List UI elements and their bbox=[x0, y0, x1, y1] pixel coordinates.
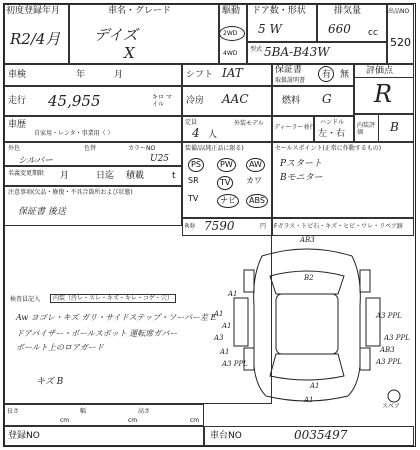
load-label: 積載 bbox=[126, 171, 145, 181]
color-code-value: U25 bbox=[150, 154, 170, 164]
drive-2wd-circle bbox=[219, 26, 245, 41]
history-cell bbox=[4, 116, 182, 142]
auction-sheet bbox=[3, 3, 416, 447]
model-value: 5BA-B43W bbox=[264, 45, 330, 59]
damage-mark: B2 bbox=[304, 274, 314, 282]
warranty-no: 無 bbox=[340, 70, 350, 80]
damage-mark: A3 PPL bbox=[376, 358, 402, 366]
displacement-value: 660 bbox=[328, 22, 351, 36]
history-sub: 自家用・レンタ・事業用（ ） bbox=[34, 130, 114, 137]
damage-mark: A1 bbox=[310, 382, 320, 390]
mileage-unit: キロ マイル bbox=[152, 94, 172, 108]
notes-value: 保証書 後送 bbox=[18, 207, 66, 217]
ext-color-label: 外色 bbox=[8, 145, 21, 152]
color-code-label: カラーNO bbox=[128, 145, 156, 152]
car-outline-left bbox=[254, 256, 266, 396]
inspector-line-3: ボールト上のロアガード bbox=[16, 343, 104, 352]
inspector-line-1: Aw ヨゴレ・キズ ガリ・サイドステップ・ソーバー差 E bbox=[16, 313, 217, 322]
sales-label: セールスポイント(正常に作動するもの) bbox=[275, 145, 382, 152]
damage-mark: AB3 bbox=[380, 346, 395, 354]
capacity-label: 定員 bbox=[185, 119, 198, 126]
damage-mark: A1 bbox=[222, 322, 232, 330]
car-name-value: デイズ bbox=[94, 26, 138, 44]
reg-no-label: 登録NO bbox=[8, 431, 40, 441]
equipment-item: ABS bbox=[246, 194, 268, 208]
damage-mark: A1 bbox=[220, 348, 230, 356]
interior-divider bbox=[378, 114, 379, 142]
recycle-unit: 円 bbox=[260, 223, 267, 230]
interior-label: 内装評価 bbox=[357, 122, 376, 136]
interior-value: B bbox=[390, 120, 399, 134]
mileage-label: 走行 bbox=[8, 96, 27, 106]
dims-width: 幅 bbox=[80, 408, 87, 415]
warranty-yes-circle bbox=[318, 66, 334, 82]
damage-mark: A1 bbox=[228, 290, 238, 298]
fuel-value: G bbox=[322, 92, 332, 106]
equipment-item: PS bbox=[188, 158, 204, 172]
ac-value: AAC bbox=[222, 92, 249, 106]
door-value: 5 W bbox=[258, 22, 282, 36]
notes-label: 注意事項(欠品・修復・不具合箇所および状態) bbox=[8, 189, 133, 196]
load-unit: t bbox=[172, 171, 176, 181]
dims-height: 高さ bbox=[138, 408, 151, 415]
handle-value: 左・右 bbox=[318, 129, 346, 139]
deadline-day: 日迄 bbox=[96, 171, 115, 181]
damage-mark: A1 bbox=[214, 310, 224, 318]
rating-divider bbox=[354, 77, 414, 78]
lot-value: 520 bbox=[390, 36, 411, 49]
car-diagram bbox=[204, 236, 412, 408]
wheel-fl bbox=[244, 270, 254, 292]
drive-4wd: 4WD bbox=[223, 50, 238, 57]
inspector-line-2: ドアバイザー・ポールスポット 運転席ガバー bbox=[16, 329, 178, 338]
equipment-label: 装備品(純正品に限る) bbox=[185, 145, 244, 152]
drive-2wd: 2WD bbox=[223, 30, 238, 37]
chassis-value: 0035497 bbox=[294, 428, 348, 442]
warranty-yes: 有 bbox=[322, 70, 332, 80]
equipment-item: ナビ bbox=[217, 194, 239, 208]
recycle-value: 7590 bbox=[204, 219, 235, 233]
spare-wheel bbox=[388, 390, 400, 402]
glass-label: Fガラス・トビ石・キズ・ヒビ・ワレ・リペア跡 bbox=[274, 223, 404, 230]
damage-mark: A1 bbox=[304, 396, 314, 404]
rating-value: R bbox=[374, 80, 393, 108]
displacement-unit: cc bbox=[368, 28, 378, 38]
equipment-item: TV bbox=[217, 176, 233, 190]
side-left bbox=[234, 298, 248, 346]
inspection-month: 月 bbox=[114, 70, 124, 80]
damage-mark: A3 PPL bbox=[376, 312, 402, 320]
inspection-label: 車検 bbox=[8, 70, 27, 80]
deadline-label: 名義変更期限 bbox=[8, 170, 45, 177]
chassis-label: 車台NO bbox=[210, 431, 242, 441]
wheel-fr bbox=[360, 270, 370, 292]
car-outline-right bbox=[348, 256, 360, 396]
equipment-item: SR bbox=[188, 176, 199, 185]
reg-year-label: 初度登録年月 bbox=[6, 6, 61, 16]
dims-length: 長さ bbox=[7, 408, 20, 415]
equipment-item: カワ bbox=[246, 176, 262, 185]
car-front bbox=[262, 249, 352, 256]
inspector-legend: 内装（汚レ・スレ・キズ・キレ・コゲ・穴） bbox=[50, 294, 176, 303]
dims-unit-2: cm bbox=[128, 417, 138, 424]
dims-cell bbox=[4, 404, 204, 426]
lot-label: 出品NO bbox=[388, 8, 410, 15]
recycle-label: R券 bbox=[185, 223, 196, 230]
shift-value: IAT bbox=[222, 66, 243, 80]
side-right bbox=[366, 298, 380, 346]
fuel-label: 燃料 bbox=[282, 96, 301, 106]
rear-window bbox=[270, 354, 344, 380]
equipment-item: PW bbox=[217, 158, 236, 172]
rating-label: 評価点 bbox=[366, 66, 394, 76]
warranty-label: 保証書 bbox=[275, 65, 303, 75]
door-label: ドア数・形状 bbox=[252, 6, 306, 16]
capacity-unit: 人 bbox=[208, 130, 218, 140]
damage-mark: A3 PPL bbox=[222, 360, 248, 368]
warranty-sub: 取扱説明書 bbox=[275, 77, 306, 84]
displacement-label: 排気量 bbox=[334, 6, 362, 16]
dims-unit-1: cm bbox=[60, 417, 70, 424]
model-label: 型式 bbox=[250, 46, 263, 53]
color-change-label-2: 色替 bbox=[84, 145, 97, 152]
shift-label: シフト bbox=[186, 70, 214, 80]
sales-line-2: Bモニター bbox=[280, 173, 323, 183]
dims-unit-3: cm bbox=[190, 417, 200, 424]
wheel-rr bbox=[360, 348, 370, 370]
dealer-label: ディーラー並行 bbox=[274, 124, 316, 131]
inspector-label: 検査員記入 bbox=[10, 296, 41, 303]
inspector-line-4: キズ B bbox=[36, 377, 64, 387]
damage-mark: A3 PPL bbox=[384, 334, 410, 342]
deadline-month: 月 bbox=[60, 171, 70, 181]
roof bbox=[276, 294, 338, 354]
handle-label: ハンドル bbox=[320, 119, 345, 126]
ac-label: 冷房 bbox=[186, 96, 205, 106]
damage-mark: AB3 bbox=[300, 236, 315, 244]
drive-label: 駆動 bbox=[222, 6, 241, 16]
history-label: 車歴 bbox=[8, 120, 27, 130]
damage-mark: A3 bbox=[214, 334, 224, 342]
equipment-item: TV bbox=[188, 194, 199, 203]
ext-color-value: シルバー bbox=[18, 156, 54, 166]
sales-line-1: Pスタート bbox=[280, 159, 323, 169]
inspection-cell bbox=[4, 64, 182, 86]
grade-value: X bbox=[124, 44, 135, 62]
color-change-label: 外装モデル bbox=[234, 120, 264, 127]
inspection-year: 年 bbox=[76, 70, 86, 80]
capacity-value: 4 bbox=[192, 126, 200, 140]
reg-year-value: R2/4月 bbox=[10, 30, 61, 48]
car-name-label: 車名・グレード bbox=[108, 6, 172, 16]
equipment-item: AW bbox=[246, 158, 265, 172]
spare-label: スペア bbox=[382, 403, 401, 408]
mileage-value: 45,955 bbox=[48, 92, 101, 110]
